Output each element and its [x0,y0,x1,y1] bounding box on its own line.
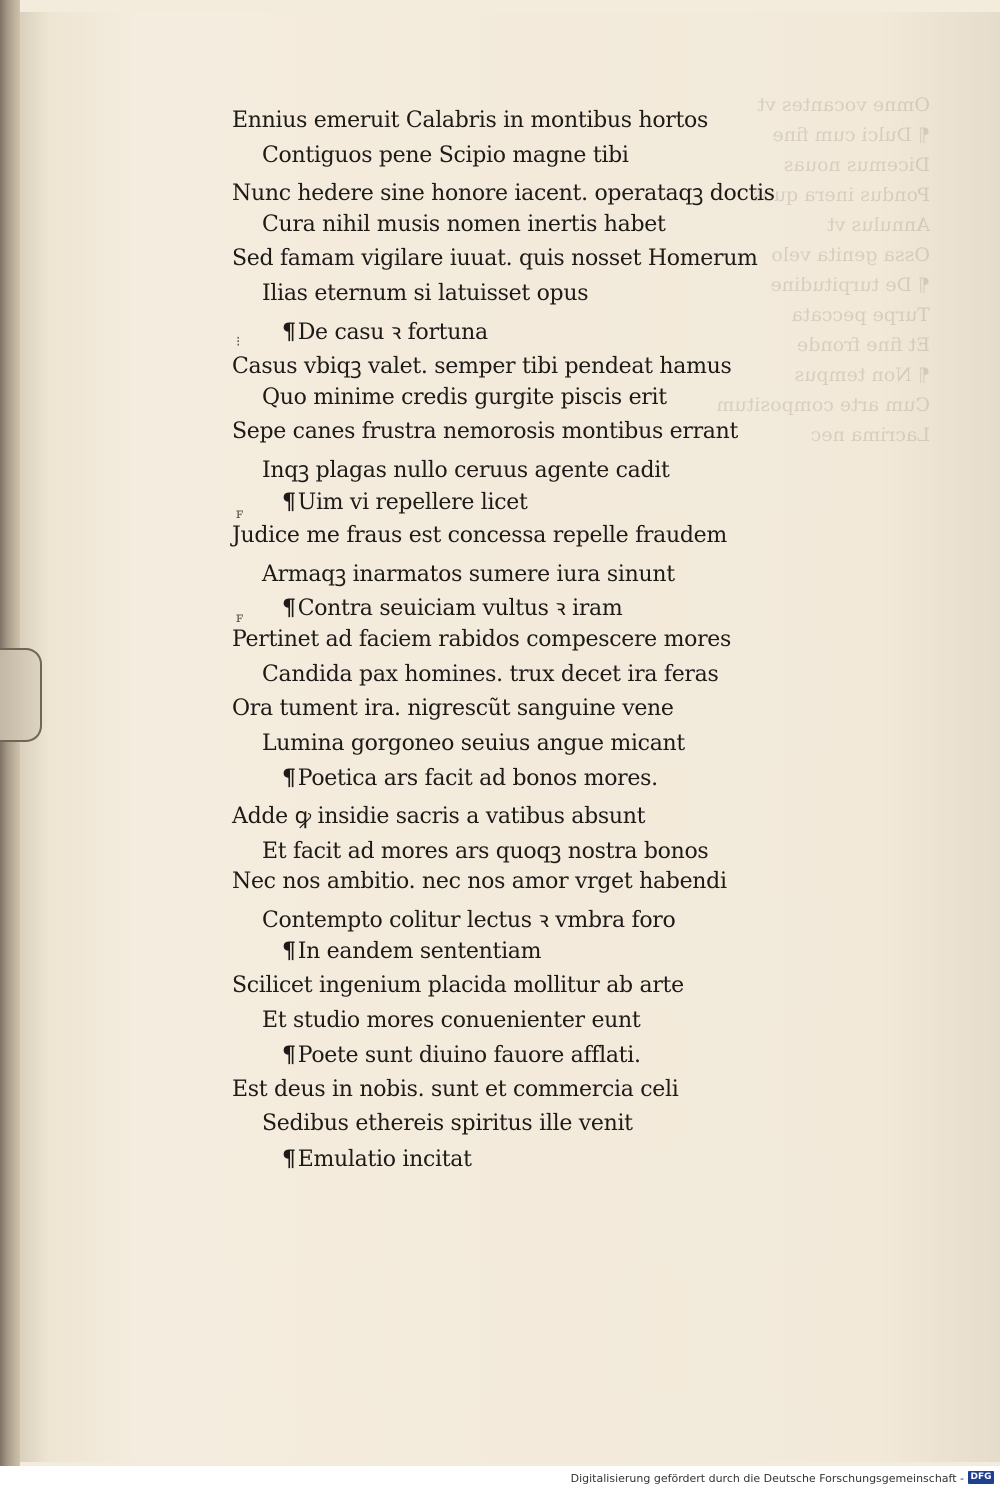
verse-line [232,523,727,548]
line-text: Uim vi repellere licet [297,489,528,515]
section-heading [282,1042,641,1068]
pilcrow-mark: ¶ [282,765,296,792]
section-heading [282,316,488,346]
line-text: Contiguos pene Scipio magne tibi [262,142,629,168]
line-text: Adde ꝙ insidie sacris a vatibus absunt [232,804,646,829]
section-heading [282,489,528,515]
verse-line [232,350,732,380]
verse-line [232,1077,678,1102]
verse-line [262,731,685,756]
verse-line [232,973,684,998]
verse-line [262,281,588,306]
book-clasp [0,648,42,742]
line-text: Nunc hedere sine honore iacent. operataqꝫ doctis [232,181,775,207]
pilcrow-mark: ¶ [282,318,296,345]
show-through-text: Omne vocantes vt ¶ Dulci cum fine Dicemus nouas Pondus inera quos Annulus vt Ossa genita velo ¶ De turpitudine Turpe peccata Et fine fronde ¶ Non tempus Cum arte compositum Lacrima nec [716,94,930,446]
verse-line [262,1008,640,1033]
verse-line [262,662,718,687]
line-text: Contempto colitur lectus ꝛ vmbra foro [262,907,676,933]
section-heading [282,765,658,791]
verse-line [232,869,727,894]
line-text: Ilias eternum si latuisset opus [262,281,589,306]
section-heading [282,1146,472,1172]
section-heading [282,592,622,622]
line-text: Armaqꝫ inarmatos sumere iura sinunt [262,561,675,587]
line-text: Candida pax homines. trux decet ira feras [262,661,719,687]
verse-line [232,246,758,271]
pilcrow-mark: ¶ [282,938,296,965]
line-text: Poete sunt diuino fauore afflati. [297,1043,641,1069]
line-text: Emulatio incitat [297,1147,472,1172]
line-text: Poetica ars facit ad bonos mores. [297,766,658,792]
verse-line [232,177,775,207]
line-text: Et studio mores conuenienter eunt [262,1007,641,1033]
pilcrow-mark: ¶ [282,1042,296,1069]
verse-line [262,558,675,588]
verse-line [262,385,667,410]
pilcrow-mark: ¶ [282,1146,296,1172]
verse-line [232,627,731,652]
line-text: Sedibus ethereis spiritus ille venit [262,1111,633,1137]
dfg-logo: DFG [968,1471,994,1484]
margin-mark: ꜰ [236,610,244,626]
funding-credit: Digitalisierung gefördert durch die Deutsche Forschungsgemeinschaft - [570,1472,964,1485]
margin-mark: ⁝ [236,334,241,350]
verse-line [262,904,675,934]
line-text: Sed famam vigilare iuuat. quis nosset Homerum [232,246,758,272]
line-text: Et facit ad mores ars quoqꝫ nostra bonos [262,838,709,864]
section-heading [282,938,541,964]
verse-line [232,696,674,721]
pilcrow-mark: ¶ [282,488,296,515]
verse-line [232,108,708,133]
line-text: Pertinet ad faciem rabidos compescere mores [232,627,732,652]
line-text: Cura nihil musis nomen inertis habet [262,211,666,237]
margin-mark: ꜰ [236,506,244,522]
line-text: Nec nos ambitio. nec nos amor vrget habendi [232,869,727,895]
line-text: Ora tument ira. nigrescũt sanguine vene [232,696,674,722]
line-text: Quo minime credis gurgite piscis erit [262,384,667,410]
line-text: Sepe canes frustra nemorosis montibus errant [232,419,739,445]
line-text: Casus vbiqꝫ valet. semper tibi pendeat hamus [232,354,732,380]
line-text: Judice me fraus est concessa repelle fraudem [232,523,727,549]
verse-line [232,419,738,444]
verse-line [262,143,629,168]
verse-line [262,835,708,865]
line-text: Ennius emeruit Calabris in montibus hortos [232,108,708,133]
line-text: Lumina gorgoneo seuius angue micant [262,730,685,756]
line-text: Scilicet ingenium placida mollitur ab arte [232,973,684,998]
verse-line [262,1111,633,1136]
line-text: De casu ꝛ fortuna [297,319,488,345]
line-text: Contra seuiciam vultus ꝛ iram [297,596,623,622]
verse-line [262,212,666,237]
line-text: Inqꝫ plagas nullo ceruus agente cadit [262,458,670,483]
line-text: Est deus in nobis. sunt et commercia celi [232,1076,679,1102]
line-text: In eandem sententiam [297,939,542,965]
footer-bar [0,1466,1000,1490]
verse-line [262,454,670,484]
verse-line [232,800,645,830]
pilcrow-mark: ¶ [282,595,296,622]
